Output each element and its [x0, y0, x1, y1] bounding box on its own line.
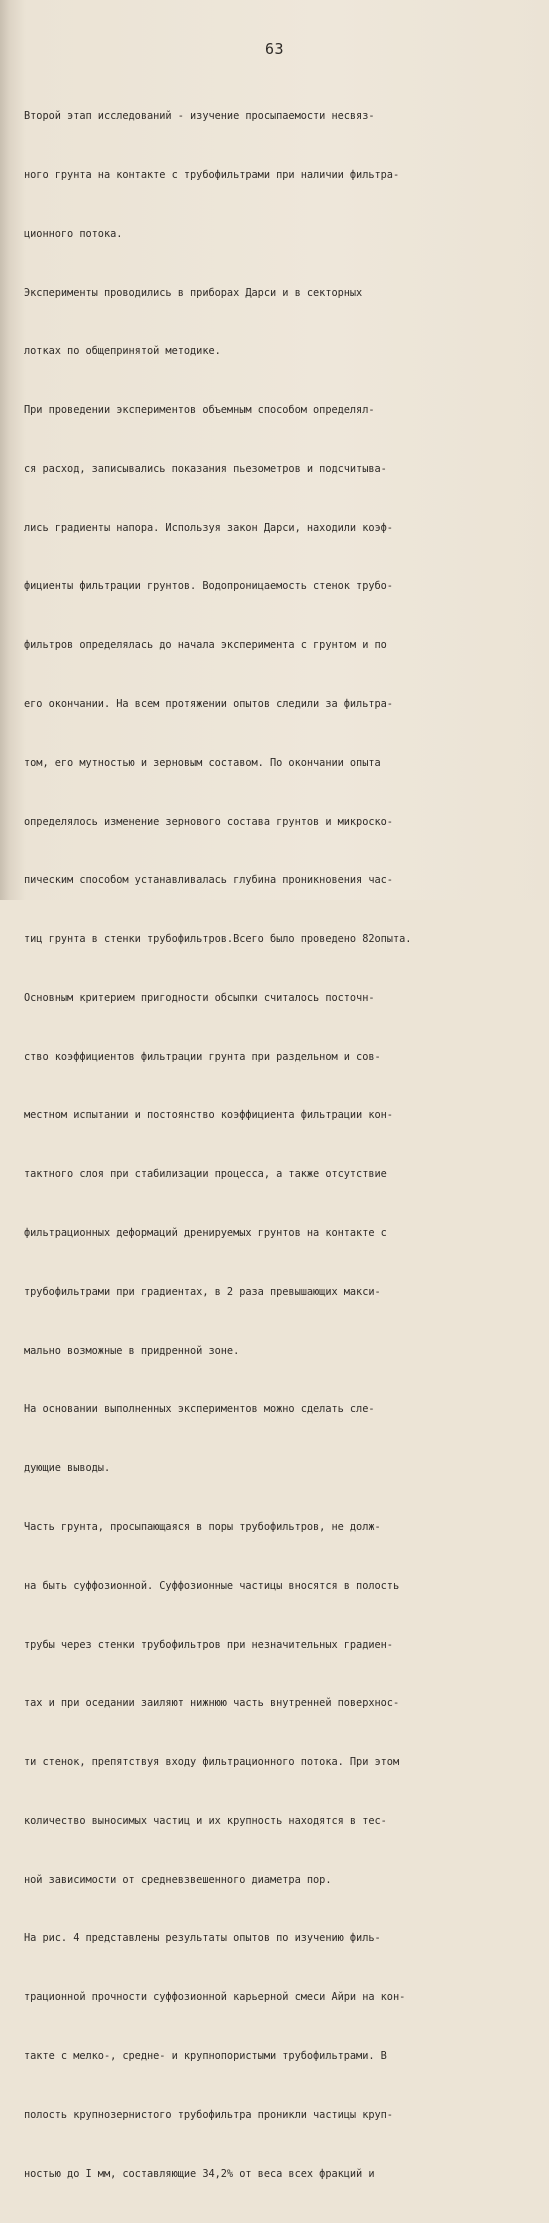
- text-line: лись градиенты напора. Используя закон Дарси, находили коэф-: [24, 521, 393, 534]
- text-line: ностью до I мм, составляющие 34,2% от веса всех фракций и: [24, 2167, 375, 2180]
- text-line: Второй этап исследований - изучение просыпаемости несвяз-: [24, 110, 375, 123]
- text-line: тах и при оседании заиляют нижнюю часть внутренней поверхнос-: [24, 1697, 400, 1710]
- text-line: мально возможные в придренной зоне.: [24, 1344, 240, 1357]
- text-line: ного грунта на контакте с трубофильтрами при наличии фильтра-: [24, 168, 400, 181]
- text-line: ство коэффициентов фильтрации грунта при раздельном и сов-: [24, 1050, 381, 1063]
- text-line: дующие выводы.: [24, 1462, 111, 1475]
- body-text: [24, 68, 522, 2223]
- text-line: трационной прочности суффозионной карьерной смеси Айри на кон-: [24, 1991, 406, 2004]
- text-line: полость крупнозернистого трубофильтра проникли частицы круп-: [24, 2108, 393, 2121]
- text-line: трубы через стенки трубофильтров при незначительных градиен-: [24, 1638, 393, 1651]
- text-line: том, его мутностью и зерновым составом. По окончании опыта: [24, 756, 381, 769]
- text-line: лотках по общепринятой методике.: [24, 345, 221, 358]
- text-line: На основании выполненных экспериментов можно сделать сле-: [24, 1403, 375, 1416]
- text-line: его окончании. На всем протяжении опытов следили за фильтра-: [24, 698, 393, 710]
- text-line: ционного потока.: [24, 227, 123, 240]
- text-line: тактного слоя при стабилизации процесса, а также отсутствие: [24, 1168, 387, 1181]
- text-line: ти стенок, препятствуя входу фильтрационного потока. При этом: [24, 1756, 400, 1769]
- text-line: ся расход, записывались показания пьезометров и подсчитыва-: [24, 462, 387, 475]
- text-line: фильтрационных деформаций дренируемых грунтов на контакте с: [24, 1227, 387, 1240]
- text-line: местном испытании и постоянство коэффициента фильтрации кон-: [24, 1109, 393, 1122]
- text-line: На рис. 4 представлены результаты опытов по изучению филь-: [24, 1932, 381, 1945]
- text-line: Основным критерием пригодности обсыпки считалось посточн-: [24, 991, 375, 1004]
- text-line: на быть суффозионной. Суффозионные частицы вносятся в полость: [24, 1579, 400, 1592]
- text-line: пическим способом устанавливалась глубина проникновения час-: [24, 874, 393, 887]
- text-line: количество выносимых частиц и их крупность находятся в тес-: [24, 1814, 387, 1827]
- text-line: ной зависимости от средневзвешенного диаметра пор.: [24, 1873, 332, 1886]
- text-line: При проведении экспериментов объемным способом определял-: [24, 404, 375, 417]
- text-line: такте с мелко-, средне- и крупнопористыми трубофильтрами. В: [24, 2049, 387, 2062]
- text-line: тиц грунта в стенки трубофильтров.Всего было проведено 82опыта.: [24, 933, 412, 946]
- text-line: фициенты фильтрации грунтов. Водопроницаемость стенок трубо-: [24, 580, 393, 593]
- text-line: фильтров определялась до начала эксперимента с грунтом и по: [24, 639, 387, 652]
- text-line: Эксперименты проводились в приборах Дарси и в секторных: [24, 286, 363, 299]
- text-line: трубофильтрами при градиентах, в 2 раза превышающих макси-: [24, 1285, 381, 1298]
- page-number: 63: [264, 40, 285, 58]
- text-line: определялось изменение зернового состава грунтов и микроско-: [24, 815, 393, 828]
- text-line: Часть грунта, просыпающаяся в поры трубофильтров, не долж-: [24, 1520, 381, 1533]
